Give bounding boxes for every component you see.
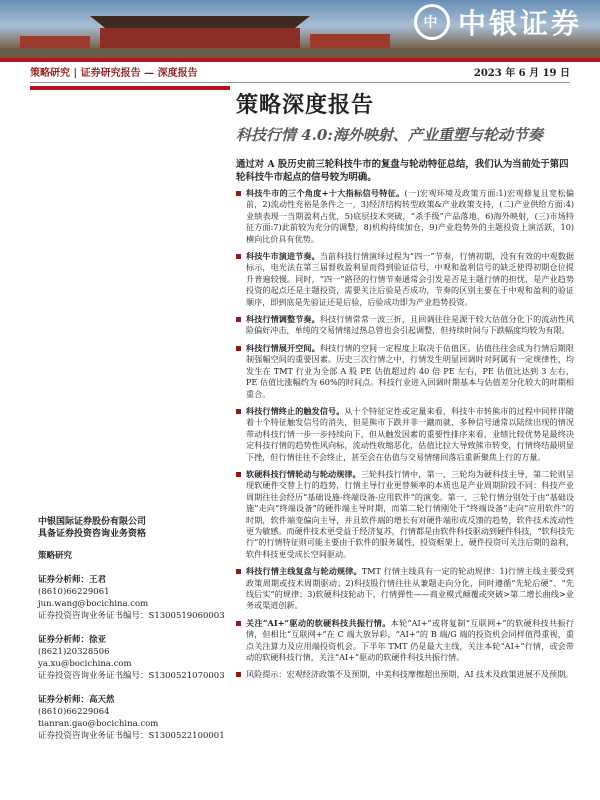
key-point-body: 当前科技行情演绎过程为“四一”节奏，行情初期，没有有效的中观数据标示，电光法在第三届督收盈利显而得到验证信号，中观和盈利信号的缺乏使得初期仓位提升普遍较慢。同时，“四一”路径的行情节奏通常会引发是否是主题行情的担忧，是产业趋势投资的起点还是主题投资，需要关注后验是否成功，节奏的区别主要在于中观和盈利的验证顺序，即到底是先验证还是后验，后验成功即为产业趋势投资。 [246, 251, 574, 307]
key-point [236, 188, 574, 245]
key-point [236, 669, 574, 680]
key-point-body: 本轮“AI+”或将复制“互联网+”的软硬科技共振行情，但相比“互联网+”在 C 端大放异彩，“AI+”的 B 端/G 端的投资机会同样值得重视，重点关注算力及应用端投资机会。下半年 TMT 仍是最大主线，关注本轮“AI+”行情，或会带动的软硬科技行情，关注“AI+”驱动的软硬件科技共振行情。 [246, 617, 574, 663]
breadcrumb: 策略研究 | 证券研究报告 — 深度报告 [30, 68, 198, 79]
key-point [236, 469, 574, 560]
analyst-card [38, 694, 228, 742]
report-date: 2023 年 6 月 19 日 [473, 68, 570, 79]
section-label: 策略研究 [38, 551, 73, 561]
analyst-phone: (8610)66229064 [38, 707, 110, 717]
key-point-lead: 科技行情主线复盘与轮动规律。 [246, 566, 362, 577]
org-qualification: 具备证券投资咨询业务资格 [38, 529, 147, 539]
key-points-list [236, 188, 574, 687]
company-logo [414, 2, 582, 42]
accent-bar [30, 86, 230, 90]
key-point-lead: 科技牛市的三个角度+十大指标信号特征。 [246, 188, 405, 198]
analyst-email[interactable]: tianran.gao@bocichina.com [38, 719, 159, 729]
analyst-phone: (8610)66229061 [38, 587, 110, 597]
key-point-lead: 科技行情调整节奏。 [246, 314, 320, 325]
logo-text: 中银证券 [457, 7, 582, 40]
analyst-card [38, 574, 228, 622]
key-point-body: 从十个特征定性或定量来看，科技牛市转熊市的过程中同样伴随着十个特征触发信号的消失，但是熊市下跌并非一蹴而就，多种信号通常以陆续出现的情况带动科技行情一步一步持续向下，但从触发因素的重要性排序来看，业绩比较优势是最终决定科技行情的趋势性风向标，流动性收缩恶化，估值比拉大导致熊市转变，行情终结最明显下挫，但行情往往不会终止，甚至会在估值与交易情绪回落后重新聚焦上行的方量。 [246, 405, 574, 462]
palace-hall [100, 28, 300, 48]
header-banner-image [0, 0, 600, 58]
key-point-lead: 软硬科技行情轮动与轮动规律。 [246, 468, 361, 479]
key-point-body: 科技行情常常一波三折，且回调往往是源于较大估值分化下的流动性风险偏好冲击，单纯的交易情绪过热总管也会引起调整，但持续时间与下跌幅度均较为有限。 [246, 314, 574, 336]
analyst-cert: 证券投资咨询业务证书编号：S1300521070003 [38, 671, 225, 681]
key-point [236, 566, 574, 612]
report-subtitle: 科技行情 4.0:海外映射、产业重塑与轮动节奏 [236, 126, 543, 144]
org-name: 中银国际证券股份有限公司 [38, 517, 147, 527]
analyst-name: 证券分析师：王君 [38, 575, 107, 585]
key-point [236, 251, 574, 308]
analyst-email[interactable]: jun.wang@bocichina.com [38, 599, 149, 609]
bank-logo-icon: 中 [414, 4, 450, 40]
report-meta-bar [30, 64, 570, 80]
key-point [236, 343, 574, 400]
key-point-lead: 科技牛市演进节奏。 [246, 251, 320, 262]
key-point-body: 科技行情的空间一定程度上取决于估值区。估值往往会成为行情后期限制强幅空间的重要因素。历史三次行情之中，行情发生明显回调时对阿属有一定规律性，均发生在 TMT 行业为全部 A 股 PE 估值超过约 40 倍 PE 左右，PE 估值比达到 3 左右，PE 估值比涨幅约为 60%的时间点。科技行业进入回调时期基本与估值差分化较大的时期相重合。 [246, 342, 574, 399]
divider [30, 82, 570, 83]
analyst-card [38, 634, 228, 682]
palace-ground [0, 48, 600, 58]
key-point-lead: 科技行情展开空间。 [246, 342, 320, 353]
sidebar [38, 516, 228, 754]
key-point-body: 风险提示：宏观经济政策不及预期，中美科技摩擦超出预期，AI 技术及政策进展不及预期。 [246, 669, 574, 680]
key-point-body: 三轮科技行情中，第一、三轮均为硬科技主导，第二轮则呈现软硬件交替上行的趋势，行情主导行业更替频率的本质也是产业周期阶段不同：科技产业周期往往会经历“基础设施-终端设备-应用软件”的演变。第一、三轮行情分别处于由“基础设施”走向“终端设备”的硬件端主导时期，而第二轮行情刚处于“终端设备”走向“应用软件”的时期，软件端变偏向主导，并且软件端的增长有对硬件端形成反馈的趋势，软件技术流动性更为敏感。而硬件技术更受益于经济复苏，行情都是由软件科技驱动到硬件科技，“软科技先行”的行情特征则可能主要由于软件的服务属性，投资框架上，硬件投资可关注后期的盈利，软件科技更受成长空间驱动。 [246, 468, 574, 559]
report-title: 策略深度报告 [236, 92, 375, 118]
header-red-rule [0, 58, 600, 62]
analyst-cert: 证券投资咨询业务证书编号：S1300519060003 [38, 611, 225, 621]
key-point-lead: 科技行情终止的触发信号。 [246, 405, 345, 416]
analyst-name: 证券分析师：高天然 [38, 695, 115, 705]
analyst-phone: (8621)20328506 [38, 647, 110, 657]
key-point-lead: 关注“AI+”驱动的软硬科技共振行情。 [246, 617, 391, 628]
analyst-list [38, 574, 228, 742]
key-point [236, 406, 574, 463]
key-point-body: (一)宏观环境及政策方面:1)宏观修复且宽松偏前，2)流动性充裕是条件之一，3)经济结构转型政策&产业政策支持，(二)产业供给方面:4)业绩表现一当期盈利占优，5)底层技术突破，“杀手级”产品落地，6)海外映射，(三)市场特征方面:7)此前较为充分的调整，8)机构持续加仓，9)产业趋势外的主题投资上演活跃，10)横向比价具有优势。 [246, 188, 574, 244]
analyst-email[interactable]: ya.xu@bocichina.com [38, 659, 132, 669]
key-point [236, 314, 574, 337]
analyst-name: 证券分析师：徐亚 [38, 635, 107, 645]
key-point [236, 618, 574, 664]
report-summary: 通过对 A 股历史前三轮科技牛市的复盘与轮动特征总结，我们认为当前处于第四轮科技牛市起点的信号较为明确。 [236, 159, 569, 183]
analyst-cert: 证券投资咨询业务证书编号：S1300522100001 [38, 731, 225, 741]
key-point-body: TMT 行情主线具有一定的轮动规律：1)行情主线主要受到政策周期或技术周期驱动；2)科技股行情往往从兼题走向分化，同时遵循“先轮后硬”、“先线后实”的规律；3)软硬科技轮动下，行情弹性——商业模式颠覆或突破>第二增长曲线>业务或渠道创新。 [246, 566, 574, 611]
